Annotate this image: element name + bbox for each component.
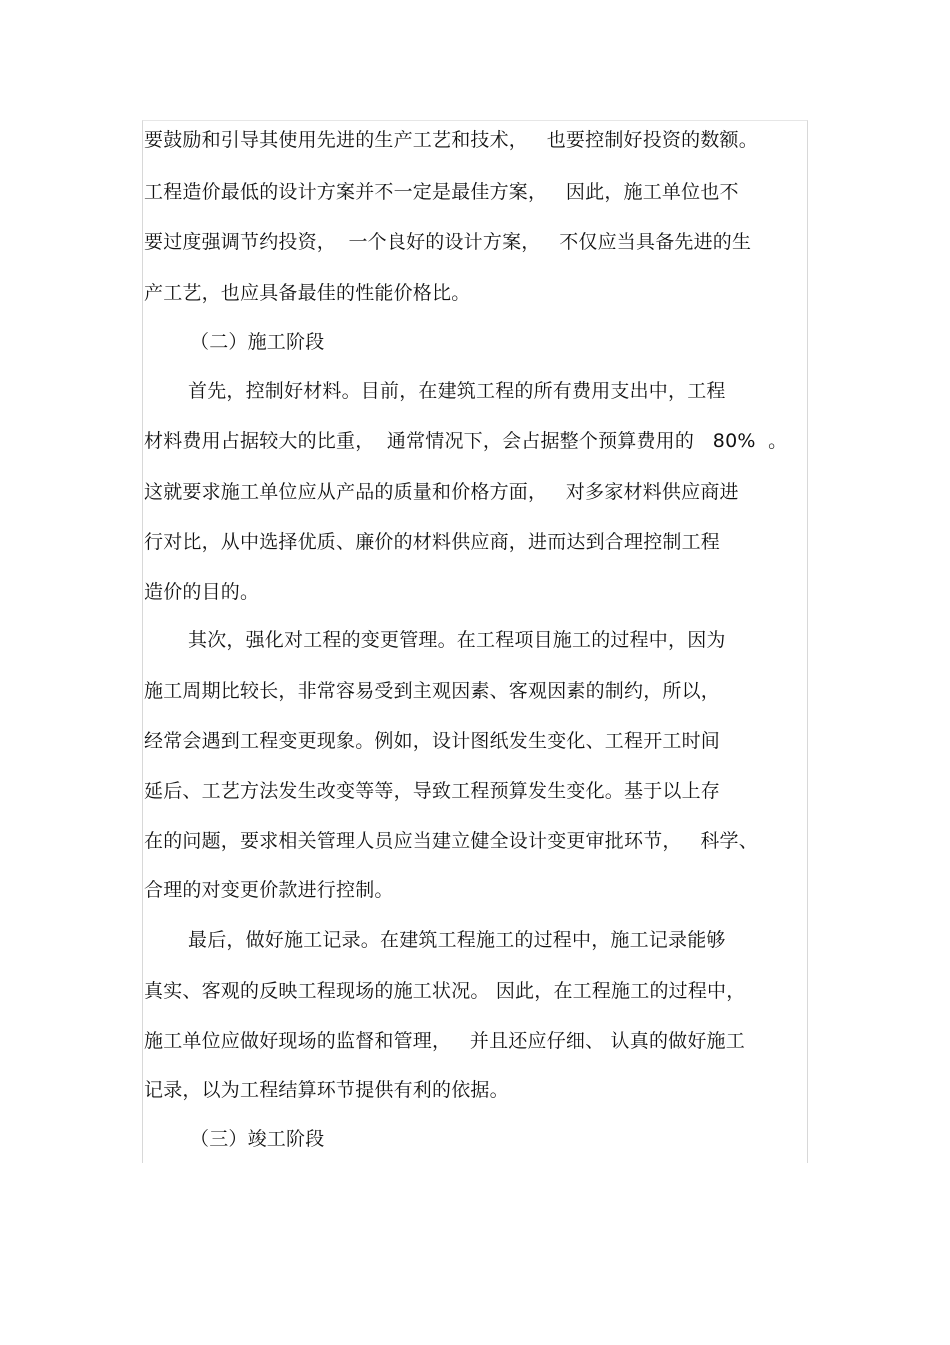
paragraph-line: 真实、客观的反映工程现场的施工状况。 因此，在工程施工的过程中， — [144, 980, 746, 1002]
paragraph-line: 其次，强化对工程的变更管理。在工程项目施工的过程中，因为 — [188, 629, 726, 651]
paragraph-line: 要过度强调节约投资， 一个良好的设计方案， 不仅应当具备先进的生 — [144, 231, 752, 253]
paragraph-line: 最后，做好施工记录。在建筑工程施工的过程中，施工记录能够 — [188, 929, 726, 951]
paragraph-line: 要鼓励和引导其使用先进的生产工艺和技术， 也要控制好投资的数额。 — [144, 129, 758, 151]
paragraph-line: 记录，以为工程结算环节提供有利的依据。 — [144, 1079, 509, 1101]
paragraph-line: 行对比，从中选择优质、廉价的材料供应商，进而达到合理控制工程 — [144, 531, 721, 553]
paragraph-line: 首先，控制好材料。目前，在建筑工程的所有费用支出中，工程 — [188, 380, 726, 402]
paragraph-line: 合理的对变更价款进行控制。 — [144, 879, 394, 901]
section-heading: （三）竣工阶段 — [190, 1128, 325, 1150]
paragraph-line: 造价的目的。 — [144, 581, 260, 603]
paragraph-line: 工程造价最低的设计方案并不一定是最佳方案， 因此，施工单位也不 — [144, 181, 739, 203]
paragraph-line: 这就要求施工单位应从产品的质量和价格方面， 对多家材料供应商进 — [144, 481, 739, 503]
paragraph-line: 材料费用占据较大的比重， 通常情况下，会占据整个预算费用的 80% 。 — [144, 430, 788, 452]
paragraph-line: 施工周期比较长，非常容易受到主观因素、客观因素的制约，所以， — [144, 680, 721, 702]
paragraph-line: 产工艺，也应具备最佳的性能价格比。 — [144, 282, 471, 304]
paragraph-line: 经常会遇到工程变更现象。例如，设计图纸发生变化、工程开工时间 — [144, 730, 721, 752]
paragraph-line: 在的问题，要求相关管理人员应当建立健全设计变更审批环节， 科学、 — [144, 830, 758, 852]
paragraph-line: 施工单位应做好现场的监督和管理， 并且还应仔细、 认真的做好施工 — [144, 1030, 745, 1052]
paragraph-line: 延后、工艺方法发生改变等等，导致工程预算发生变化。基于以上存 — [144, 780, 721, 802]
section-heading: （二）施工阶段 — [190, 331, 325, 353]
